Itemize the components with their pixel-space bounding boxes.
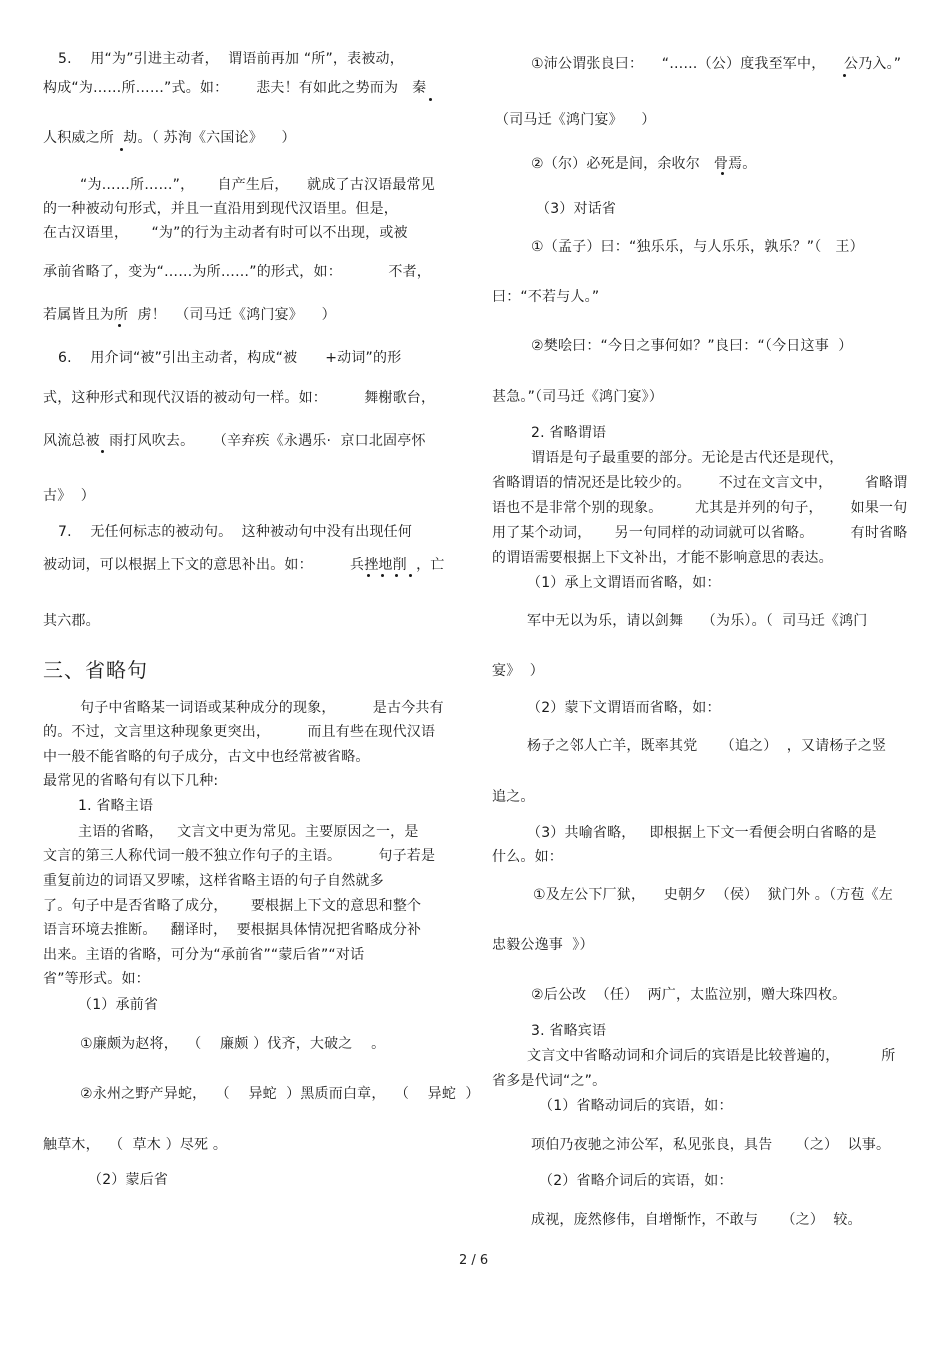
meng-hou-ex2: ②（尔）必死是间，余收尔 骨焉。 bbox=[531, 156, 757, 172]
item6-line1: 6. 用介词“被”引出主动者，构成“被 +动词”的形 bbox=[58, 350, 402, 366]
item7-line1: 7. 无任何标志的被动句。 这种被动句中没有出现任何 bbox=[58, 524, 413, 540]
item6-line3: 风流总被 雨打风吹去。 （辛弃疾《永遇乐· 京口北固亭怀 bbox=[43, 433, 426, 449]
dui-hua-label: （3）对话省 bbox=[536, 201, 617, 217]
wei-suo-line1: “为……所……”， 自产生后， 就成了古汉语最常见 bbox=[80, 177, 435, 193]
sub1-line5: 语言环境去推断。 翻译时， 要根据具体情况把省略成分补 bbox=[43, 922, 422, 938]
page-number: 2 / 6 bbox=[459, 1253, 489, 1268]
sub1-line3: 重复前边的词语又罗嗦，这样省略主语的句子自然就多 bbox=[43, 873, 384, 889]
sub1-line7: 省”等形式。如： bbox=[43, 971, 150, 987]
sub1-line2: 文言的第三人称代词一般不独立作句子的主语。 句子若是 bbox=[43, 848, 436, 864]
sub3-title: 3. 省略宾语 bbox=[531, 1023, 607, 1039]
item6-line2: 式，这种形式和现代汉语的被动句一样。如： 舞榭歌台， bbox=[43, 390, 436, 406]
wei-suo-line3: 在古汉语里， “为”的行为主动者有时可以不出现，或被 bbox=[43, 225, 408, 241]
sub3-line1: 文言文中省略动词和介词后的宾语是比较普遍的， 所 bbox=[527, 1048, 896, 1064]
dui-hua-ex1b: 曰：“不若与人。” bbox=[492, 289, 600, 305]
emphasis-dot bbox=[118, 324, 121, 327]
dui-hua-ex2b: 甚急。”（司马迁《鸿门宴》） bbox=[492, 389, 664, 405]
meng-hou-label: （2）蒙后省 bbox=[88, 1172, 169, 1188]
pred1-ex-b: 宴》 ） bbox=[492, 663, 544, 679]
pred2-ex-b: 追之。 bbox=[492, 789, 535, 805]
sub2-title: 2. 省略谓语 bbox=[531, 425, 607, 441]
cheng-qian-ex1: ①廉颇为赵将， （ 廉颇 ）伐齐，大破之 。 bbox=[80, 1036, 386, 1052]
pred3-ex1a: ①及左公下厂狱， 史朝夕 （侯） 狱门外 。（方苞《左 bbox=[533, 887, 894, 903]
obj1-ex: 项伯乃夜驰之沛公军，私见张良，具告 （之） 以事。 bbox=[531, 1137, 891, 1153]
pred1-label: （1）承上文谓语而省略，如： bbox=[527, 575, 721, 591]
pred1-ex-a: 军中无以为乐，请以剑舞 （为乐）。（ 司马迁《鸿门 bbox=[527, 613, 868, 629]
obj2-label: （2）省略介词后的宾语，如： bbox=[539, 1173, 733, 1189]
wei-suo-line2: 的一种被动句形式，并且一直沿用到现代汉语里。但是， bbox=[43, 201, 398, 217]
pred3-ex1b: 忠毅公逸事 》） bbox=[492, 937, 594, 953]
pred3-line1: （3）共喻省略， 即根据上下文一看便会明白省略的是 bbox=[527, 825, 877, 841]
item5-line3: 人积威之所 劫。（ 苏洵《六国论》 ） bbox=[43, 130, 296, 146]
item5-line2: 构成“为……所……”式。如： 悲夫！有如此之势而为 秦 bbox=[43, 80, 427, 96]
cheng-qian-ex2a: ②永州之野产异蛇， （ 异蛇 ）黑质而白章， （ 异蛇 ） bbox=[80, 1086, 480, 1102]
pred2-ex-a: 杨子之邻人亡羊，既率其党 （追之） ，又请杨子之竖 bbox=[527, 738, 887, 754]
item7-line2: 被动词，可以根据上下文的意思补出。如： 兵挫地削 ，亡 bbox=[43, 557, 445, 573]
intro-line3: 中一般不能省略的句子成分，古文中也经常被省略。 bbox=[43, 749, 370, 765]
pred3-ex2: ②后公改 （任） 两广，太监泣别，赠大珠四枚。 bbox=[531, 987, 847, 1003]
emphasis-dot bbox=[409, 574, 412, 577]
meng-hou-ex1b: （司马迁《鸿门宴》 ） bbox=[495, 112, 656, 128]
emphasis-dot bbox=[120, 148, 123, 151]
sub1-title: 1. 省略主语 bbox=[78, 798, 154, 814]
intro-line4: 最常见的省略句有以下几种: bbox=[43, 773, 219, 789]
obj2-ex: 成视，庞然修伟，自增惭怍，不敢与 （之） 较。 bbox=[531, 1212, 862, 1228]
sub3-line2: 省多是代词“之”。 bbox=[492, 1073, 607, 1089]
intro-line2: 的。不过，文言里这种现象更突出， 而且有些在现代汉语 bbox=[43, 724, 436, 740]
meng-hou-ex1a: ①沛公谓张良曰： “……（公）度我至军中， 公乃入。” bbox=[531, 56, 902, 72]
emphasis-dot bbox=[381, 574, 384, 577]
intro-line1: 句子中省略某一词语或某种成分的现象， 是古今共有 bbox=[80, 700, 444, 716]
item6-line4: 古》 ） bbox=[43, 488, 95, 504]
section3-heading: 三、省略句 bbox=[43, 658, 148, 682]
emphasis-dot bbox=[429, 98, 432, 101]
sub1-line6: 出来。主语的省略，可分为“承前省”“蒙后省”“对话 bbox=[43, 947, 365, 963]
obj1-label: （1）省略动词后的宾语，如： bbox=[539, 1098, 733, 1114]
item5-line1: 5. 用“为”引进主动者， 谓语前再加 “所”，表被动， bbox=[58, 51, 404, 67]
sub1-line1: 主语的省略， 文言文中更为常见。主要原因之一，是 bbox=[78, 824, 419, 840]
sub1-line4: 了。句子中是否省略了成分， 要根据上下文的意思和整个 bbox=[43, 898, 422, 914]
wei-suo-line5: 若属皆且为所 虏！ （司马迁《鸿门宴》 ） bbox=[43, 307, 336, 323]
item7-line3: 其六郡。 bbox=[43, 613, 100, 629]
cheng-qian-label: （1）承前省 bbox=[78, 997, 159, 1013]
wei-suo-line4: 承前省略了，变为“……为所……”的形式，如： 不者， bbox=[43, 264, 432, 280]
emphasis-dot bbox=[395, 574, 398, 577]
sub2-line5: 的谓语需要根据上下文补出，才能不影响意思的表达。 bbox=[492, 550, 833, 566]
pred3-line2: 什么。如： bbox=[492, 849, 563, 865]
dui-hua-ex2a: ②樊哙曰：“今日之事何如？”良曰：“（今日这事 ） bbox=[531, 338, 853, 354]
emphasis-dot bbox=[101, 450, 104, 453]
sub2-line2: 省略谓语的情况还是比较少的。 不过在文言文中， 省略谓 bbox=[492, 475, 908, 491]
emphasis-dot bbox=[721, 172, 724, 175]
emphasis-dot bbox=[367, 574, 370, 577]
sub2-line3: 语也不是非常个别的现象。 尤其是并列的句子， 如果一句 bbox=[492, 500, 908, 516]
cheng-qian-ex2b: 触草木， （ 草木 ）尽死 。 bbox=[43, 1137, 228, 1153]
sub2-line4: 用了某个动词， 另一句同样的动词就可以省略。 有时省略 bbox=[492, 525, 908, 541]
dui-hua-ex1a: ①（孟子）曰：“独乐乐，与人乐乐，孰乐？”（ 王） bbox=[531, 239, 864, 255]
emphasis-dot bbox=[843, 74, 846, 77]
pred2-label: （2）蒙下文谓语而省略，如： bbox=[527, 700, 721, 716]
sub2-line1: 谓语是句子最重要的部分。无论是古代还是现代， bbox=[531, 450, 844, 466]
